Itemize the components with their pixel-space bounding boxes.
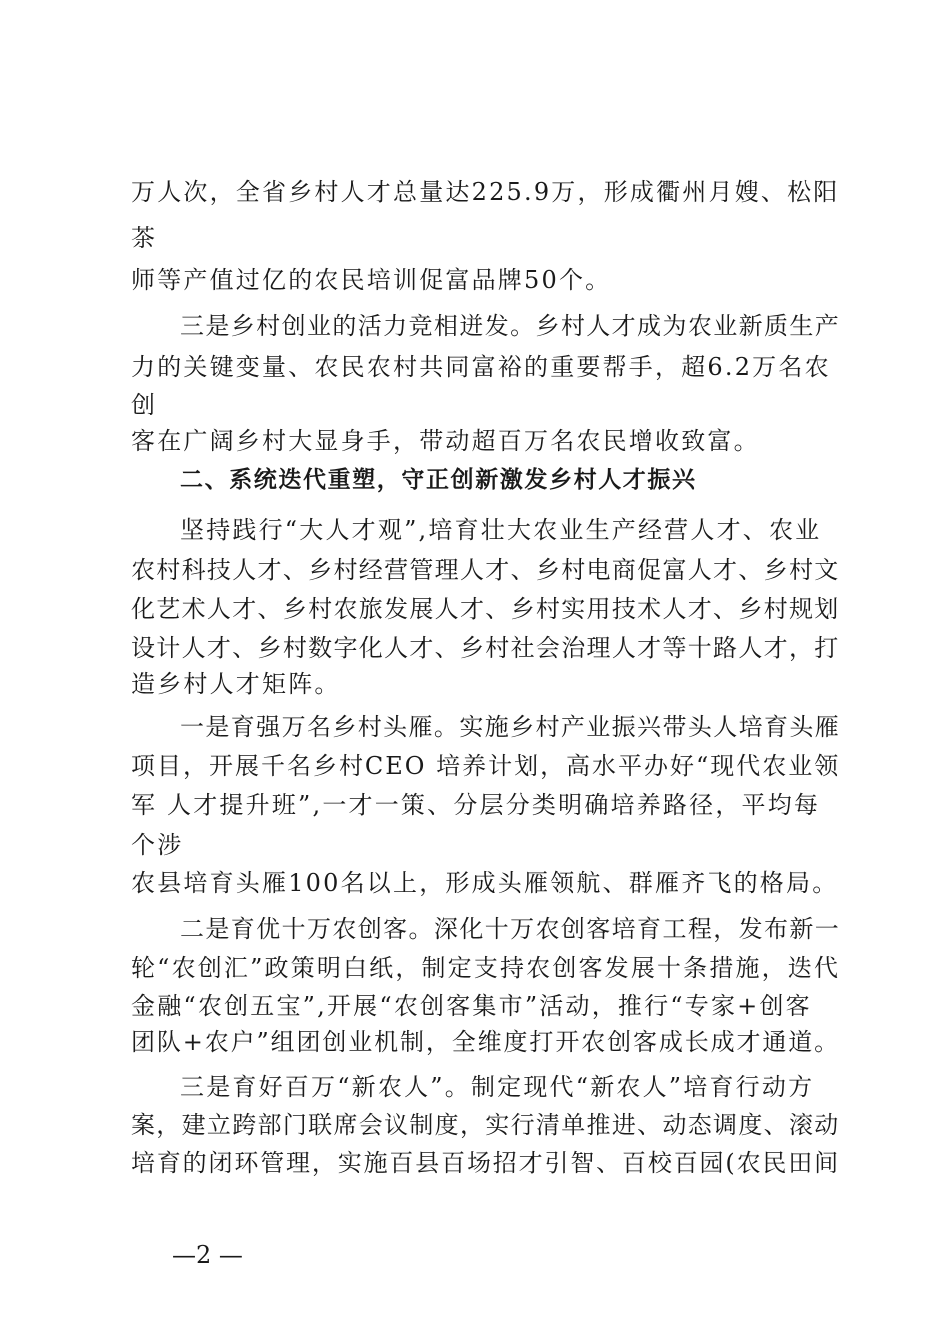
body-line: 设计人才、乡村数字化人才、乡村社会治理人才等十路人才，打 (131, 634, 840, 662)
body-line: 茶 (131, 224, 158, 252)
paragraph-start: 一是育强万名乡村头雁。实施乡村产业振兴带头人培育头雁 (180, 713, 841, 741)
body-line: 造乡村人才矩阵。 (131, 670, 341, 698)
body-line: 军 人才提升班”,一才一策、分层分类明确培养路径，平均每 (131, 791, 821, 819)
body-line: 项目，开展千名乡村CEO 培养计划，高水平办好“现代农业领 (131, 752, 841, 780)
body-line: 案，建立跨部门联席会议制度，实行清单推进、动态调度、滚动 (131, 1111, 840, 1139)
paragraph-start: 二是育优十万农创客。深化十万农创客培育工程，发布新一 (180, 915, 841, 943)
paragraph-start: 三是乡村创业的活力竞相迸发。乡村人才成为农业新质生产 (180, 312, 841, 340)
body-line: 化艺术人才、乡村农旅发展人才、乡村实用技术人才、乡村规划 (131, 595, 840, 623)
body-line: 培育的闭环管理，实施百县百场招才引智、百校百园(农民田间 (131, 1149, 840, 1177)
body-line: 力的关键变量、农民农村共同富裕的重要帮手，超6.2万名农 (131, 353, 831, 381)
body-line: 客在广阔乡村大显身手，带动超百万名农民增收致富。 (131, 427, 760, 455)
body-line: 个涉 (131, 831, 184, 859)
paragraph-start: 坚持践行“大人才观”,培育壮大农业生产经营人才、农业 (180, 516, 822, 544)
body-line: 团队+农户”组团创业机制，全维度打开农创客成长成才通道。 (131, 1028, 840, 1056)
page-number: —2 — (172, 1241, 243, 1269)
body-line: 金融“农创五宝”,开展“农创客集市”活动，推行“专家+创客 (131, 992, 812, 1020)
body-line: 农县培育头雁100名以上，形成头雁领航、群雁齐飞的格局。 (131, 869, 839, 897)
body-line: 创 (131, 391, 158, 419)
paragraph-start: 三是育好百万“新农人”。制定现代“新农人”培育行动方 (180, 1073, 815, 1101)
body-line: 农村科技人才、乡村经营管理人才、乡村电商促富人才、乡村文 (131, 556, 840, 584)
section-heading: 二、系统迭代重塑，守正创新激发乡村人才振兴 (180, 467, 697, 493)
body-line: 轮“农创汇”政策明白纸，制定支持农创客发展十条措施，迭代 (131, 954, 841, 982)
body-line: 师等产值过亿的农民培训促富品牌50个。 (131, 266, 612, 294)
body-line: 万人次，全省乡村人才总量达225.9万，形成衢州月嫂、松阳 (131, 178, 840, 206)
